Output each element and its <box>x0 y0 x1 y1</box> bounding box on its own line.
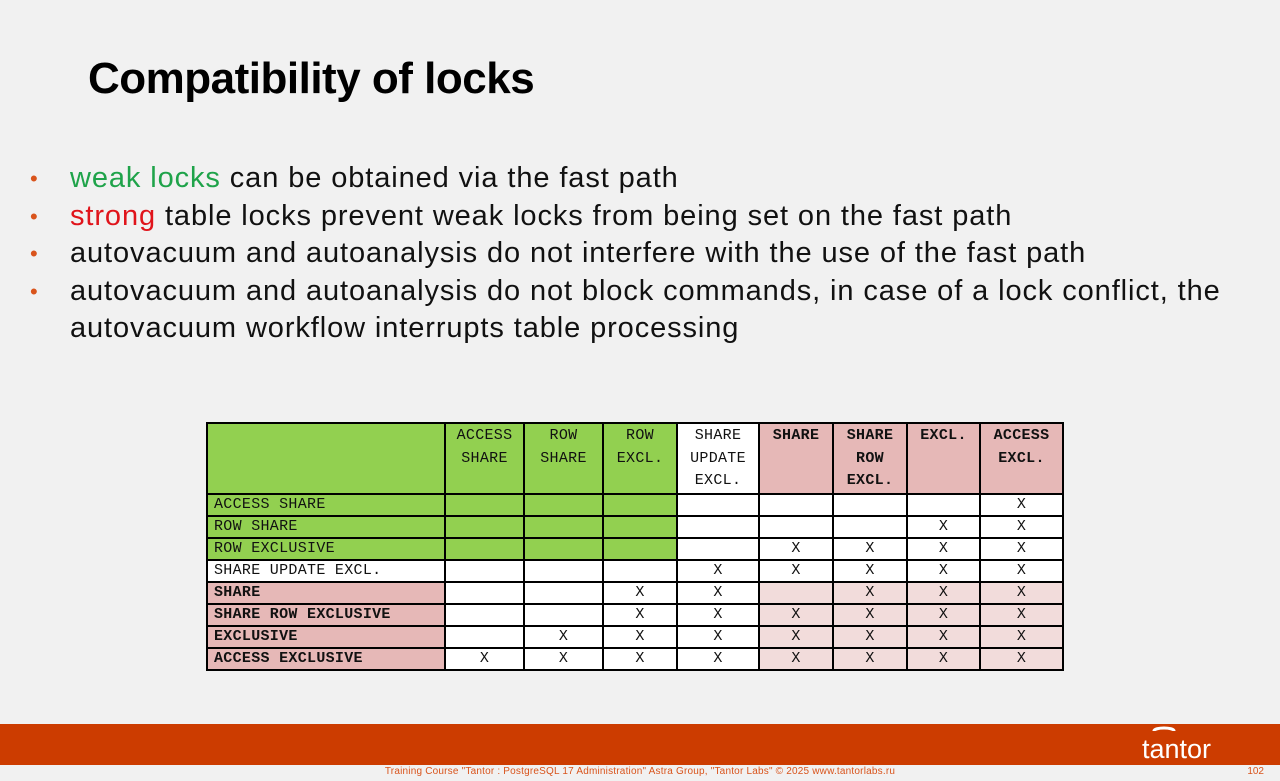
table-cell: X <box>677 582 759 604</box>
slide-title: Compatibility of locks <box>88 54 535 103</box>
table-cell: X <box>677 648 759 670</box>
row-label: SHARE ROW EXCLUSIVE <box>207 604 445 626</box>
table-cell <box>445 604 524 626</box>
row-label: EXCLUSIVE <box>207 626 445 648</box>
bullet-highlight-weak: weak locks <box>70 162 221 194</box>
table-row <box>207 538 1063 560</box>
table-cell <box>524 494 603 516</box>
column-header-line: ROW <box>626 427 654 444</box>
table-cell: X <box>980 582 1063 604</box>
column-header-line: SHARE <box>846 427 894 444</box>
table-cell <box>445 516 524 538</box>
table-cell: X <box>907 516 980 538</box>
table-cell: X <box>833 626 907 648</box>
table-cell: X <box>907 560 980 582</box>
column-header-line: ACCESS <box>993 427 1050 444</box>
footer-note: Training Course "Tantor : PostgreSQL 17 Administration" Astra Group, "Tantor Labs" © 2025 www.tantorlabs.ru <box>384 766 896 777</box>
column-header <box>980 423 1063 494</box>
table-cell: X <box>759 560 833 582</box>
row-label: ROW EXCLUSIVE <box>207 538 445 560</box>
column-header-line: EXCL. <box>694 472 742 489</box>
table-cell <box>759 582 833 604</box>
row-label: ACCESS EXCLUSIVE <box>207 648 445 670</box>
table-cell: X <box>833 648 907 670</box>
table-cell <box>445 560 524 582</box>
table-cell <box>603 494 677 516</box>
table-cell <box>833 516 907 538</box>
table-cell: X <box>907 582 980 604</box>
table-corner <box>207 423 445 494</box>
table-cell: X <box>833 560 907 582</box>
page-number: 102 <box>1247 766 1264 777</box>
column-header <box>524 423 603 494</box>
column-header-line: SHARE <box>540 449 587 467</box>
table-cell: X <box>907 604 980 626</box>
column-header <box>907 423 980 494</box>
table-cell <box>445 538 524 560</box>
table-cell <box>603 560 677 582</box>
bullet-dot-icon: • <box>30 166 39 191</box>
table-cell <box>524 604 603 626</box>
table-row <box>207 560 1063 582</box>
column-header <box>833 423 907 494</box>
table-cell: X <box>677 604 759 626</box>
table-cell <box>445 494 524 516</box>
bullet-highlight-strong: strong <box>70 199 156 232</box>
table-cell: X <box>524 648 603 670</box>
row-label: ACCESS SHARE <box>207 494 445 516</box>
table-cell: X <box>759 604 833 626</box>
bullet-text: autovacuum and autoanalysis do not block commands, in case of a lock conflict, the autovacuum workflow interrupts table processing <box>70 274 1221 344</box>
table-cell: X <box>445 648 524 670</box>
table-cell: X <box>524 626 603 648</box>
table-cell <box>524 516 603 538</box>
table-cell: X <box>907 538 980 560</box>
table-cell: X <box>907 648 980 670</box>
table-cell: X <box>833 538 907 560</box>
table-row <box>207 494 1063 516</box>
table-cell <box>445 626 524 648</box>
column-header-line: EXCL. <box>846 472 894 489</box>
table-row <box>207 626 1063 648</box>
bullet-list <box>30 160 1250 348</box>
bullet-text: table locks prevent weak locks from being set on the fast path <box>156 199 1013 232</box>
bullet-item <box>30 235 1250 273</box>
row-label: SHARE UPDATE EXCL. <box>207 560 445 582</box>
table-cell: X <box>677 560 759 582</box>
table-cell <box>603 516 677 538</box>
table-cell <box>524 582 603 604</box>
table-row <box>207 604 1063 626</box>
table-cell <box>445 582 524 604</box>
bullet-dot-icon: • <box>30 241 39 266</box>
row-label: ROW SHARE <box>207 516 445 538</box>
bullet-item <box>30 273 1250 348</box>
table-row <box>207 648 1063 670</box>
table-cell: X <box>907 626 980 648</box>
table-cell <box>603 538 677 560</box>
column-header <box>759 423 833 494</box>
bullet-dot-icon: • <box>30 203 39 229</box>
column-header <box>677 423 759 494</box>
table-cell <box>524 538 603 560</box>
column-header-line: EXCL. <box>616 449 664 467</box>
table-cell <box>524 560 603 582</box>
table-cell: X <box>759 538 833 560</box>
table-cell: X <box>603 648 677 670</box>
footer-bar <box>0 724 1280 765</box>
table-cell: X <box>759 626 833 648</box>
bullet-item <box>30 198 1250 236</box>
table-cell: X <box>980 516 1063 538</box>
column-header-line: UPDATE <box>690 449 746 467</box>
table-cell: X <box>980 648 1063 670</box>
table-cell: X <box>980 494 1063 516</box>
column-header <box>445 423 524 494</box>
table-cell <box>759 516 833 538</box>
table-cell: X <box>677 626 759 648</box>
table-cell <box>833 494 907 516</box>
table-cell <box>759 494 833 516</box>
bullet-item <box>30 160 1250 198</box>
column-header-line: SHARE <box>461 449 508 467</box>
column-header <box>603 423 677 494</box>
table-cell: X <box>603 604 677 626</box>
table-cell: X <box>759 648 833 670</box>
column-header-line: SHARE <box>694 427 742 444</box>
column-header-line: ROW <box>549 427 578 444</box>
table-cell <box>677 516 759 538</box>
table-cell <box>677 494 759 516</box>
row-label: SHARE <box>207 582 445 604</box>
table-cell: X <box>603 582 677 604</box>
column-header-line: ACCESS <box>456 427 513 444</box>
table-row <box>207 516 1063 538</box>
column-header-line: EXCL. <box>998 449 1045 467</box>
table-cell: X <box>980 626 1063 648</box>
table-cell: X <box>980 604 1063 626</box>
tantor-logo <box>1140 725 1240 765</box>
table-cell <box>907 494 980 516</box>
table-cell: X <box>603 626 677 648</box>
table-cell <box>677 538 759 560</box>
lock-compatibility-table <box>206 422 1064 671</box>
logo-text: tantor <box>1142 734 1212 764</box>
table-cell: X <box>833 604 907 626</box>
bullet-text: autovacuum and autoanalysis do not interfere with the use of the fast path <box>70 237 1087 269</box>
table-cell: X <box>980 538 1063 560</box>
column-header-line: ROW <box>856 449 884 467</box>
bullet-text: can be obtained via the fast path <box>220 162 679 194</box>
table-row <box>207 582 1063 604</box>
table-cell: X <box>833 582 907 604</box>
column-header-line: SHARE <box>772 427 820 444</box>
column-header-line: EXCL. <box>920 427 967 444</box>
bullet-dot-icon: • <box>30 278 39 304</box>
table-cell: X <box>980 560 1063 582</box>
